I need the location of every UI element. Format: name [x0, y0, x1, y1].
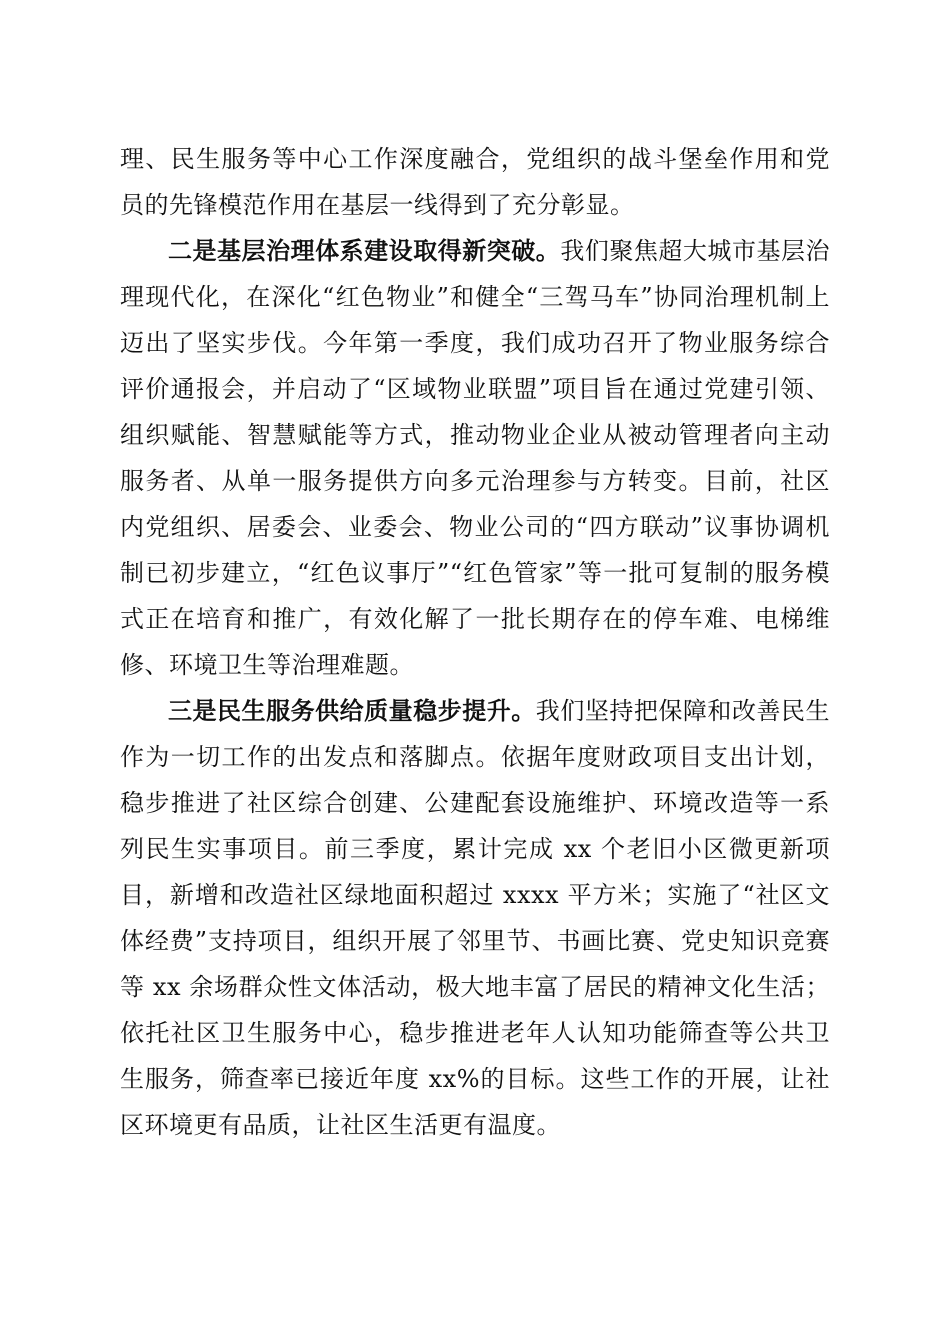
- paragraph-governance: [120, 228, 830, 688]
- paragraph-heading: 三是民生服务供给质量稳步提升。: [168, 696, 536, 725]
- paragraph-body: 我们聚焦超大城市基层治理现代化，在深化“红色物业”和健全“三驾马车”协同治理机制上迈出了坚实步伐。今年第一季度，我们成功召开了物业服务综合评价通报会，并启动了“区域物业联盟”项目旨在通过党建引领、组织赋能、智慧赋能等方式，推动物业企业从被动管理者向主动服务者、从单一服务提供方向多元治理参与方转变。目前，社区内党组织、居委会、业委会、物业公司的“四方联动”议事协调机制已初步建立，“红色议事厅”“红色管家”等一批可复制的服务模式正在培育和推广，有效化解了一批长期存在的停车难、电梯维修、环境卫生等治理难题。: [120, 237, 831, 679]
- paragraph-heading: 二是基层治理体系建设取得新突破。: [168, 236, 561, 265]
- document-body: [120, 136, 830, 1148]
- paragraph-continuation: [120, 136, 830, 228]
- paragraph-body: 我们坚持把保障和改善民生作为一切工作的出发点和落脚点。依据年度财政项目支出计划，稳步推进了社区综合创建、公建配套设施维护、环境改造等一系列民生实事项目。前三季度，累计完成 xx 个老旧小区微更新项目，新增和改造社区绿地面积超过 xxxx 平方米；实施了“社区文体经费”支持项目，组织开展了邻里节、书画比赛、党史知识竞赛等 xx 余场群众性文体活动，极大地丰富了居民的精神文化生活；依托社区卫生服务中心，稳步推进老年人认知功能筛查等公共卫生服务，筛查率已接近年度 xx%的目标。这些工作的开展，让社区环境更有品质，让社区生活更有温度。: [120, 697, 831, 1139]
- paragraph-body: 理、民生服务等中心工作深度融合，党组织的战斗堡垒作用和党员的先锋模范作用在基层一线得到了充分彰显。: [120, 145, 830, 219]
- paragraph-livelihood: [120, 688, 830, 1148]
